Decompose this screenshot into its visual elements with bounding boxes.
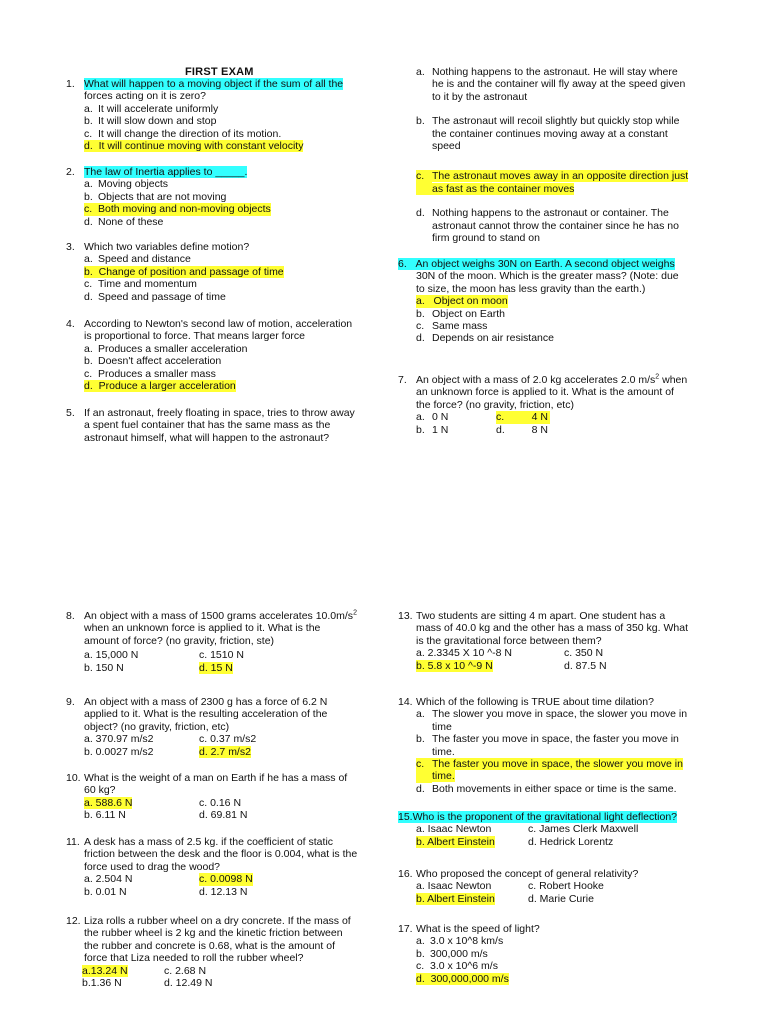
question-16: [398, 868, 718, 905]
options-row-1: [398, 411, 718, 423]
question-text-cont: astronaut himself, what will happen to the astronaut?: [84, 431, 330, 444]
options-row-2: [398, 424, 718, 436]
question-number: 11.: [66, 836, 80, 848]
question-text: A desk has a mass of 2.5 kg. if the coefficient of static: [84, 836, 334, 848]
question-17: [398, 923, 718, 985]
option-b: b. 0.01 N: [84, 885, 127, 898]
options-row-1: [66, 873, 376, 885]
question-text-cont: 30N of the moon. Which is the greater mass? (Note: due: [416, 270, 679, 283]
option-b-answer: b. Change of position and passage of time: [84, 265, 284, 278]
question-number: 3.: [66, 241, 75, 253]
option-b: b. 0.0027 m/s2: [84, 745, 154, 758]
option-d: d. Both movements in either space or time is the same.: [416, 782, 677, 795]
options-row-2: [398, 660, 718, 672]
question-text: Two students are sitting 4 m apart. One student has a: [416, 610, 666, 622]
option-a-text: 0 N: [432, 411, 449, 424]
option-d: d. Nothing happens to the astronaut or container. The astronaut cannot throw the container since he has no firm ground to stand on: [416, 207, 679, 245]
options-row-1: [66, 797, 376, 809]
question-text-cont: object? (no gravity, friction, etc): [84, 720, 230, 733]
option-c-answer: c. 0.0098 N: [199, 873, 253, 886]
option-b: b. 6.11 N: [84, 809, 126, 822]
option-d: d. Speed and passage of time: [84, 290, 226, 303]
option-c-label: c.: [496, 411, 518, 423]
option-b: b. Object on Earth: [416, 307, 505, 320]
question-number: 2.: [66, 166, 75, 178]
question-text-cont: mass of 40.0 kg and the other has a mass of 350 kg. What: [416, 622, 688, 635]
question-text: What is the speed of light?: [416, 923, 540, 935]
question-number: 1.: [66, 78, 75, 90]
question-3: [66, 241, 366, 303]
question-text-cont: forces acting on it is zero?: [84, 90, 206, 103]
option-d-answer: d. Produce a larger acceleration: [84, 380, 236, 393]
question-text-cont: a spent fuel container that has the same mass as the: [84, 419, 331, 432]
option-c: c. It will change the direction of its motion.: [84, 127, 282, 140]
option-d: d. 12.49 N: [164, 977, 213, 990]
question-number: 9.: [66, 696, 75, 708]
option-d-label: d.: [496, 423, 505, 436]
question-number: 14.: [398, 696, 413, 708]
question-text: The law of Inertia applies to _____.: [84, 166, 248, 178]
option-a: a. Moving objects: [84, 178, 169, 191]
options-row-2: [66, 809, 376, 821]
question-text-cont: the rubber and concrete is 0.68, what is the amount of: [84, 939, 335, 952]
option-d: d. Depends on air resistance: [416, 332, 554, 345]
question-text-cont: when an unknown force is applied to it. What is the: [84, 622, 321, 635]
option-c-answer: c. The faster you move in space, the slower you move in time.: [416, 758, 683, 783]
question-text: If an astronaut, freely floating in space, tries to throw away: [84, 407, 355, 419]
question-number: 7.: [398, 374, 407, 386]
question-text: What will happen to a moving object if the sum of all the: [84, 78, 344, 90]
options-row-2: [66, 662, 376, 674]
question-text: What is the weight of a man on Earth if he has a mass of: [84, 772, 348, 784]
option-d-answer: d. 15 N: [199, 661, 233, 674]
question-text: An object weighs 30N on Earth. A second object weighs: [415, 258, 675, 270]
option-a: a. 2.504 N: [84, 873, 133, 886]
question-9: [66, 696, 376, 758]
question-5: [66, 407, 376, 444]
question-5-options: [416, 66, 706, 244]
option-b: b.1.36 N: [82, 977, 122, 990]
question-number: 15.: [398, 811, 413, 823]
question-text-cont: to size, the moon has less gravity than the earth.): [416, 282, 646, 295]
question-6: [398, 258, 708, 345]
question-14: [398, 696, 718, 795]
question-1: [66, 78, 366, 152]
question-text: An object with a mass of 2.0 kg accelerates 2.0 $m/s^2$ when: [416, 373, 688, 386]
question-2: [66, 166, 366, 228]
option-b-answer: b. 5.8 x 10 ^-9 N: [416, 659, 493, 672]
option-b-answer: b. Albert Einstein: [416, 835, 495, 848]
options-row-2: [398, 836, 718, 848]
question-12: [66, 915, 376, 989]
option-c: c. Time and momentum: [84, 278, 197, 291]
question-13: [398, 610, 718, 672]
option-c-answer: c. Both moving and non-moving objects: [84, 203, 271, 216]
option-a-answer: a. 588.6 N: [84, 796, 133, 809]
question-text-cont: amount of force? (no gravity, friction, ste): [84, 634, 275, 647]
question-text-cont: applied to it. What is the resulting acceleration of the: [84, 708, 328, 721]
option-a: a. The slower you move in space, the slower you move in time: [416, 708, 688, 733]
option-a: a. 3.0 x 10^8 km/s: [416, 935, 504, 948]
option-d: d. None of these: [84, 215, 164, 228]
question-text: Who proposed the concept of general relativity?: [416, 868, 639, 880]
option-c: c. Robert Hooke: [528, 880, 604, 893]
question-text-cont: 60 kg?: [84, 784, 116, 797]
option-b: b. It will slow down and stop: [84, 115, 217, 128]
question-number: 17.: [398, 923, 413, 935]
question-15: [398, 811, 718, 848]
question-text-cont: an unknown force is applied to it. What is the amount of: [416, 386, 674, 399]
option-c: c. 3.0 x 10^6 m/s: [416, 960, 498, 973]
option-a: a. 15,000 N: [84, 649, 139, 662]
question-text-cont: the rubber wheel is 2 kg and the kinetic friction between: [84, 927, 343, 940]
options-row-1: [398, 880, 718, 892]
option-a: a. 2.3345 X 10 ^-8 N: [416, 647, 512, 660]
option-b-answer: b. Albert Einstein: [416, 892, 495, 905]
option-b: b. Doesn't affect acceleration: [84, 355, 222, 368]
option-a: a. Isaac Newton: [416, 880, 492, 893]
option-a: a. 370.97 m/s2: [84, 733, 154, 746]
option-d-text: 8 N: [531, 423, 548, 436]
option-d-answer: d. 300,000,000 m/s: [416, 972, 509, 985]
question-text-cont: force used to drag the wood?: [84, 860, 221, 873]
option-a-answer: a. Object on moon: [416, 295, 508, 308]
options-row-1: [66, 649, 376, 661]
question-8: [66, 610, 376, 674]
question-7: [398, 374, 718, 436]
option-a-answer: a.13.24 N: [82, 964, 128, 977]
option-c: c. 0.37 m/s2: [199, 733, 257, 746]
question-number: 4.: [66, 318, 75, 330]
question-text-cont: is the gravitational force between them?: [416, 634, 602, 647]
option-b-text: 1 N: [432, 423, 449, 436]
question-11: [66, 836, 376, 898]
option-a: a. Nothing happens to the astronaut. He will stay where he is and the container will fly away at the speed given to it by the astronaut: [416, 66, 686, 103]
question-text-cont: is proportional to force. That means larger force: [84, 330, 305, 343]
option-b: b. The faster you move in space, the faster you move in time.: [416, 733, 679, 758]
option-a: a. Isaac Newton: [416, 823, 492, 836]
question-10: [66, 772, 376, 822]
options-row-1: [66, 733, 376, 745]
question-number: 8.: [66, 610, 75, 622]
options-row-1: [66, 965, 376, 977]
question-number: 10.: [66, 772, 81, 784]
question-text-cont: the force? (no gravity, friction, etc): [416, 398, 574, 411]
option-c: c. Same mass: [416, 320, 488, 333]
question-text: An object with a mass of 2300 g has a force of 6.2 N: [84, 696, 328, 708]
option-c-answer: c. The astronaut moves away in an opposite direction just as fast as the container moves: [416, 170, 689, 195]
option-b: b. 150 N: [84, 661, 124, 674]
option-d-answer: d. It will continue moving with constant velocity: [84, 140, 304, 153]
option-d: d. 87.5 N: [564, 659, 607, 672]
option-c: c. James Clerk Maxwell: [528, 823, 639, 836]
question-number: 5.: [66, 407, 75, 419]
option-d: d. 12.13 N: [199, 885, 248, 898]
question-text-cont: friction between the desk and the floor is 0.004, what is the: [84, 848, 358, 861]
option-d: d. 69.81 N: [199, 809, 248, 822]
question-number: 6.: [398, 258, 407, 270]
question-text-cont: force that Liza needed to roll the rubber wheel?: [84, 952, 304, 965]
question-number: 13.: [398, 610, 413, 622]
option-a: a. It will accelerate uniformly: [84, 102, 219, 115]
question-text: According to Newton's second law of motion, acceleration: [84, 318, 353, 330]
question-text: An object with a mass of 1500 grams accelerates $10.0m/s^2$: [84, 609, 357, 622]
option-a-label: a.: [416, 411, 425, 424]
option-c-text: 4 N: [518, 411, 550, 423]
question-number: 12.: [66, 915, 81, 927]
options-row-2: [66, 886, 376, 898]
option-b: b. The astronaut will recoil slightly but quickly stop while the container continues moving away at a constant speed: [416, 115, 680, 153]
option-b-label: b.: [416, 423, 425, 436]
options-row-2: [66, 746, 376, 758]
exam-title: FIRST EXAM: [185, 66, 254, 78]
question-text: Which two variables define motion?: [84, 241, 250, 253]
options-row-2: [398, 893, 718, 905]
option-c: c. 350 N: [564, 647, 604, 660]
question-number: 16.: [398, 868, 413, 880]
option-d: d. Hedrick Lorentz: [528, 835, 614, 848]
question-text: Liza rolls a rubber wheel on a dry concrete. If the mass of: [84, 915, 351, 927]
option-c: c. 1510 N: [199, 649, 244, 662]
option-d: d. Marie Curie: [528, 892, 594, 905]
options-row-2: [66, 977, 376, 989]
question-text: Which of the following is TRUE about time dilation?: [416, 696, 654, 708]
option-c: c. Produces a smaller mass: [84, 367, 216, 380]
option-a: a. Speed and distance: [84, 253, 191, 266]
question-4: [66, 318, 376, 392]
question-text: Who is the proponent of the gravitational light deflection?: [412, 811, 678, 823]
option-d-answer: d. 2.7 m/s2: [199, 745, 251, 758]
option-c: c. 2.68 N: [164, 964, 207, 977]
options-row-1: [398, 647, 718, 659]
option-c: c. 0.16 N: [199, 796, 242, 809]
option-a: a. Produces a smaller acceleration: [84, 342, 248, 355]
option-b: b. 300,000 m/s: [416, 947, 488, 960]
option-b: b. Objects that are not moving: [84, 190, 227, 203]
options-row-1: [398, 823, 718, 835]
